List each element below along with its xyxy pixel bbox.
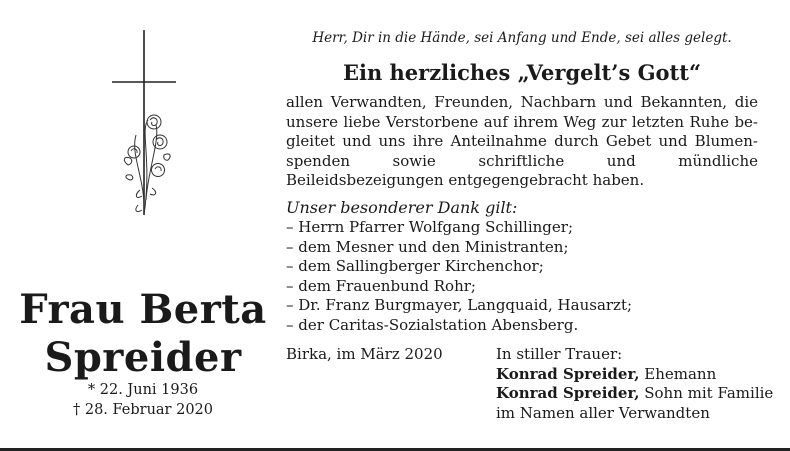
mourners-block	[496, 345, 773, 423]
list-item: – dem Sallingberger Kirchenchor;	[286, 257, 632, 277]
list-item: – dem Mesner und den Ministranten;	[286, 238, 632, 258]
motto: Herr, Dir in die Hände, sei Anfang und Ende, sei alles gelegt.	[312, 30, 732, 46]
mourner-relation: Ehemann	[639, 364, 717, 383]
death-date: † 28. Februar 2020	[72, 402, 213, 418]
list-item: – Dr. Franz Burgmayer, Langquaid, Hausarzt;	[286, 296, 632, 316]
special-thanks-heading: Unser besonderer Dank gilt:	[286, 198, 518, 217]
mourner-line	[496, 365, 773, 385]
rose-icon	[124, 115, 170, 215]
list-item: – Herrn Pfarrer Wolfgang Schillinger;	[286, 218, 632, 238]
deceased-last-name: Spreider	[44, 334, 242, 381]
mourner-name: Konrad Spreider,	[496, 364, 640, 383]
deceased-name	[0, 286, 286, 382]
cross-icon	[112, 30, 176, 215]
thanks-body: allen Verwandten, Freunden, Nachbarn und Bekannten, die unsere liebe Verstorbene auf ihrem Weg zur letzten Ruhe begleitet und uns ihre Anteilnahme durch Gebet und Blumenspenden sowie schriftliche und mündliche Beileidsbezeigungen entgegengebracht haben.	[286, 93, 758, 189]
special-thanks-list	[286, 218, 632, 335]
place-date: Birka, im März 2020	[286, 345, 443, 363]
mourner-relation: Sohn mit Familie	[639, 384, 774, 402]
list-item: – der Caritas-Sozialstation Abensberg.	[286, 316, 632, 336]
list-item: – dem Frauenbund Rohr;	[286, 277, 632, 297]
mourner-name: Konrad Spreider,	[496, 384, 640, 402]
birth-date: * 22. Juni 1936	[87, 382, 199, 398]
deceased-first-name: Frau Berta	[19, 286, 267, 333]
mourning-intro: In stiller Trauer:	[496, 345, 623, 363]
life-dates	[0, 380, 286, 420]
deceased-column	[0, 0, 286, 451]
closing-line: im Namen aller Verwandten	[496, 403, 710, 422]
mourner-line	[496, 384, 773, 404]
heading: Ein herzliches „Vergelt’s Gott“	[342, 60, 702, 85]
cross-with-roses-icon	[100, 30, 190, 220]
